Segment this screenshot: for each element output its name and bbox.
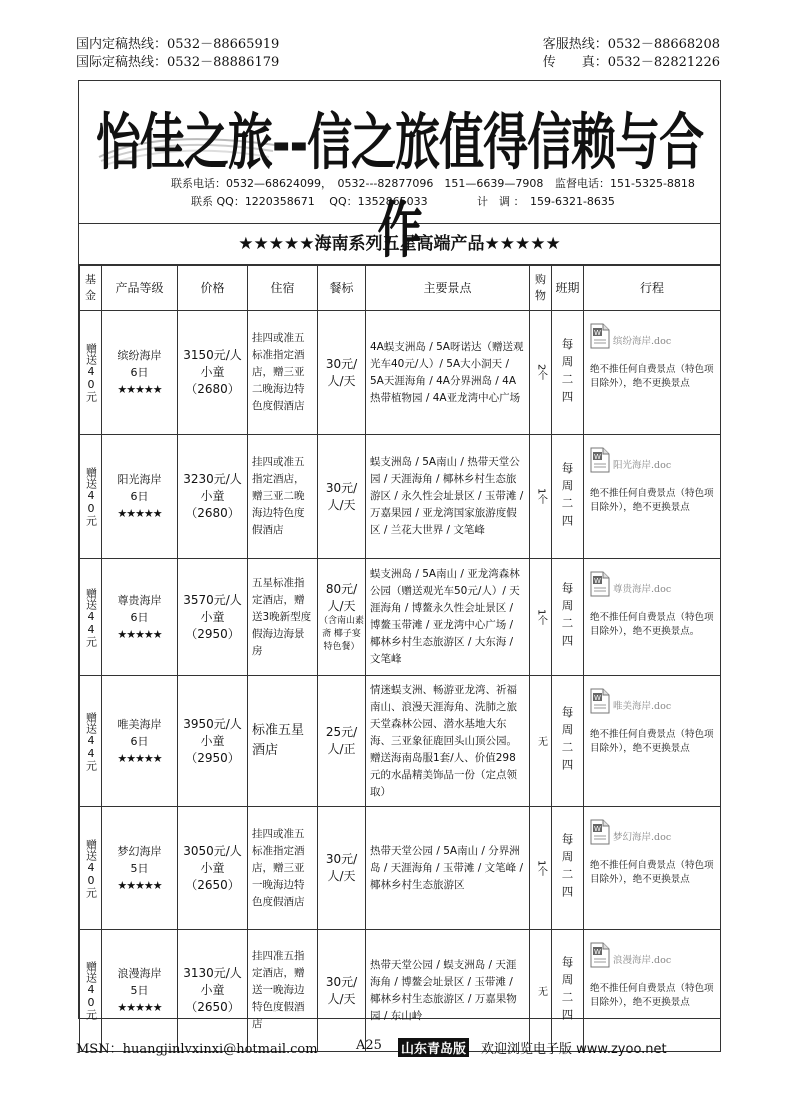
price-cell xyxy=(178,807,248,930)
fund-cell xyxy=(80,435,102,559)
product-name: 缤纷海岸 xyxy=(117,349,162,362)
spots-cell: 热带天堂公园 / 蜈支洲岛 / 天涯海角 / 博鳌会址景区 / 玉带滩 / 椰林乡村生态旅游区 / 万嘉果物园 / 东山岭 xyxy=(366,930,530,1052)
fund-label: 赠送40元 xyxy=(84,838,98,898)
child-label: 小童 xyxy=(200,365,225,379)
product-row xyxy=(80,676,721,807)
meal-standard: 30元/人/天 xyxy=(325,852,358,883)
slogan: 怡佳之旅--信之旅值得信赖与合作 xyxy=(95,106,704,266)
product-name: 阳光海岸 xyxy=(117,473,162,486)
msn-contact: MSN：huangjinlvxinxi@hotmail.com xyxy=(76,1042,318,1057)
itinerary-note: 绝不推任何自费景点（特色项目除外），绝不更换景点 xyxy=(590,983,714,1008)
period-label: 每周二四 xyxy=(560,833,575,903)
fund-cell xyxy=(80,559,102,676)
hotel-cell: 挂四或准五标准指定酒店，赠三亚二晚海边特色度假酒店 xyxy=(248,311,318,435)
itinerary-cell xyxy=(584,435,721,559)
period-label: 每周二四 xyxy=(560,461,575,532)
service-hotline: 客服热线：0532－88668208 xyxy=(542,37,720,52)
browse-info: 欢迎浏览电子版 www.zyoo.net xyxy=(481,1042,667,1057)
child-label: 小童 xyxy=(200,489,225,503)
section-title: ★★★★★海南系列五星高端产品★★★★★ xyxy=(79,224,720,265)
product-stars: ★★★★★ xyxy=(117,627,162,641)
child-price: （2950） xyxy=(185,750,240,765)
adult-price: 3130元/人 xyxy=(183,966,242,980)
product-row xyxy=(80,807,721,930)
shop-count: 无 xyxy=(535,985,547,996)
meal-cell xyxy=(318,676,366,807)
period-label: 每周二四 xyxy=(560,955,575,1026)
header-hotel: 住宿 xyxy=(248,266,318,311)
period-cell xyxy=(552,311,584,435)
itinerary-doc-link[interactable] xyxy=(590,688,714,714)
price-cell xyxy=(178,676,248,807)
doc-filename: 尊贵海岸.doc xyxy=(613,584,672,595)
product-name: 唯美海岸 xyxy=(117,717,162,731)
header-fund: 基金 xyxy=(80,266,102,311)
content-frame xyxy=(78,80,721,1030)
product-stars: ★★★★★ xyxy=(117,507,162,520)
contact-info xyxy=(79,175,720,211)
brand-label: 山东青岛版 xyxy=(398,1038,469,1057)
period-cell xyxy=(552,559,584,676)
word-doc-icon xyxy=(590,447,610,473)
product-name: 梦幻海岸 xyxy=(117,844,162,858)
product-days: 5日 xyxy=(130,984,149,997)
supervise-phone: 监督电话：151-5325-8818 xyxy=(555,177,695,190)
product-cell xyxy=(102,559,178,676)
header-itinerary: 行程 xyxy=(584,266,721,311)
period-cell xyxy=(552,435,584,559)
fund-label: 赠送40元 xyxy=(84,961,98,1020)
doc-filename: 梦幻海岸.doc xyxy=(613,832,672,843)
fund-label: 赠送44元 xyxy=(84,711,98,771)
international-hotline: 国际定稿热线：0532－88886179 xyxy=(76,55,280,70)
shop-cell xyxy=(530,930,552,1052)
svg-text:W: W xyxy=(594,453,601,461)
product-row xyxy=(80,311,721,435)
itinerary-cell xyxy=(584,807,721,930)
period-label: 每周二四 xyxy=(560,706,575,776)
table-header-row xyxy=(80,266,721,311)
product-stars: ★★★★★ xyxy=(117,383,162,396)
header-meal: 餐标 xyxy=(318,266,366,311)
shop-count: 1个 xyxy=(535,608,547,626)
fund-cell xyxy=(80,807,102,930)
itinerary-doc-link[interactable] xyxy=(590,819,714,845)
hotel-cell: 挂四或准五指定酒店，赠三亚二晚海边特色度假酒店 xyxy=(248,435,318,559)
shop-cell xyxy=(530,807,552,930)
word-doc-icon xyxy=(590,571,610,597)
child-label: 小童 xyxy=(200,609,225,624)
product-days: 6日 xyxy=(130,490,149,503)
child-label: 小童 xyxy=(200,733,225,748)
period-cell xyxy=(552,930,584,1052)
meal-cell xyxy=(318,807,366,930)
shop-count: 1个 xyxy=(535,488,547,505)
svg-text:W: W xyxy=(594,948,601,956)
fund-cell xyxy=(80,676,102,807)
word-doc-icon xyxy=(590,688,610,714)
child-price: （2950） xyxy=(185,626,240,641)
hotel-cell: 标准五星酒店 xyxy=(248,676,318,807)
meal-cell xyxy=(318,559,366,676)
product-name: 浪漫海岸 xyxy=(117,967,162,980)
meal-standard: 25元/人/正 xyxy=(325,725,358,756)
itinerary-note: 绝不推任何自费景点（特色项目除外），绝不更换景点。 xyxy=(590,612,714,637)
price-cell xyxy=(178,930,248,1052)
product-days: 6日 xyxy=(130,610,149,624)
fund-label: 赠送40元 xyxy=(84,343,98,402)
shop-cell xyxy=(530,311,552,435)
price-cell xyxy=(178,559,248,676)
word-doc-icon xyxy=(590,323,610,349)
doc-filename: 浪漫海岸.doc xyxy=(613,955,672,966)
svg-text:W: W xyxy=(594,694,601,702)
page-number: A25 xyxy=(356,1038,382,1053)
shop-count: 2个 xyxy=(535,364,547,381)
fund-cell xyxy=(80,311,102,435)
spots-cell: 热带天堂公园 / 5A南山 / 分界洲岛 / 天涯海角 / 玉带滩 / 文笔峰 / 椰林乡村生态旅游区 xyxy=(366,807,530,930)
product-cell xyxy=(102,676,178,807)
product-table xyxy=(79,265,721,1052)
meal-cell xyxy=(318,311,366,435)
product-cell xyxy=(102,435,178,559)
itinerary-note: 绝不推任何自费景点（特色项目除外），绝不更换景点 xyxy=(590,860,714,885)
itinerary-doc-link[interactable] xyxy=(590,942,714,968)
product-stars: ★★★★★ xyxy=(117,751,162,765)
planner-phone: 计 调 ： 159-6321-8635 xyxy=(477,195,615,208)
product-row xyxy=(80,930,721,1052)
adult-price: 3150元/人 xyxy=(183,348,242,362)
hotel-cell: 挂四准五指定酒店，赠送一晚海边特色度假酒店 xyxy=(248,930,318,1052)
product-stars: ★★★★★ xyxy=(117,1001,162,1014)
meal-standard: 30元/人/天 xyxy=(325,480,358,512)
itinerary-doc-link[interactable] xyxy=(590,447,714,473)
adult-price: 3230元/人 xyxy=(183,472,242,486)
shop-cell xyxy=(530,435,552,559)
period-cell xyxy=(552,676,584,807)
meal-cell xyxy=(318,930,366,1052)
domestic-hotline: 国内定稿热线：0532－88665919 xyxy=(76,37,280,52)
child-label: 小童 xyxy=(200,983,225,997)
product-stars: ★★★★★ xyxy=(117,878,162,892)
shop-cell xyxy=(530,676,552,807)
header-shop: 购物 xyxy=(530,266,552,311)
fund-cell xyxy=(80,930,102,1052)
product-days: 6日 xyxy=(130,734,149,748)
itinerary-cell xyxy=(584,676,721,807)
meal-cell xyxy=(318,435,366,559)
itinerary-cell xyxy=(584,311,721,435)
shop-count: 1个 xyxy=(535,859,547,877)
itinerary-cell xyxy=(584,559,721,676)
itinerary-note: 绝不推任何自费景点（特色项目除外），绝不更换景点 xyxy=(590,364,714,389)
shop-count: 无 xyxy=(535,736,547,746)
doc-filename: 唯美海岸.doc xyxy=(613,701,672,712)
fax-number: 传 真：0532－82821226 xyxy=(542,55,720,70)
itinerary-cell xyxy=(584,930,721,1052)
header-period: 班期 xyxy=(552,266,584,311)
product-cell xyxy=(102,930,178,1052)
doc-filename: 缤纷海岸.doc xyxy=(613,336,672,347)
footer xyxy=(76,1038,720,1056)
period-label: 每周二四 xyxy=(560,582,575,652)
price-cell xyxy=(178,435,248,559)
header-spots: 主要景点 xyxy=(366,266,530,311)
fund-label: 赠送40元 xyxy=(84,467,98,526)
price-cell xyxy=(178,311,248,435)
word-doc-icon xyxy=(590,942,610,968)
spots-cell: 4A蜈支洲岛 / 5A呀诺达（赠送观光车40元/人）/ 5A大小洞天 / 5A天涯海角 / 4A分界洲岛 / 4A热带植物园 / 4A亚龙湾中心广场 xyxy=(366,311,530,435)
fund-label: 赠送44元 xyxy=(84,587,98,647)
product-days: 5日 xyxy=(130,861,149,875)
product-days: 6日 xyxy=(130,366,149,379)
itinerary-note: 绝不推任何自费景点（特色项目除外），绝不更换景点 xyxy=(590,488,714,513)
header-product: 产品等级 xyxy=(102,266,178,311)
spots-cell: 蜈支洲岛 / 5A南山 / 热带天堂公园 / 天涯海角 / 椰林乡村生态旅游区 / 永久性会址景区 / 玉带滩 / 万嘉果园 / 亚龙湾国家旅游度假区 / 兰花大世界 / 文笔峰 xyxy=(366,435,530,559)
product-cell xyxy=(102,807,178,930)
meal-note: （含南山素斋 椰子宴特色餐） xyxy=(318,615,364,652)
period-cell xyxy=(552,807,584,930)
contact-qq: 联系 QQ：1220358671 QQ：1352865033 xyxy=(191,195,428,208)
product-name: 尊贵海岸 xyxy=(117,593,162,607)
spots-cell: 情迷蜈支洲、畅游亚龙湾、祈福南山、浪漫天涯海角、洗肺之旅天堂森林公园、潜水基地大东海、三亚象征鹿回头山顶公园。赠送海南岛服1套/人、价值298元的水晶精美饰品一份（定点领取） xyxy=(366,676,530,807)
child-price: （2680） xyxy=(185,382,240,396)
word-doc-icon xyxy=(590,819,610,845)
child-price: （2650） xyxy=(185,1000,240,1014)
contact-phones: 联系电话：0532—68624099， 0532---82877096 151—6639—7908 xyxy=(171,177,544,190)
adult-price: 3950元/人 xyxy=(183,716,242,731)
svg-text:W: W xyxy=(594,329,601,337)
itinerary-doc-link[interactable] xyxy=(590,571,714,597)
shop-cell xyxy=(530,559,552,676)
child-price: （2650） xyxy=(185,877,240,892)
meal-standard: 30元/人/天 xyxy=(325,356,358,388)
meal-standard: 30元/人/天 xyxy=(325,974,358,1006)
hotel-cell: 五星标准指定酒店，赠送3晚新型度假海边海景房 xyxy=(248,559,318,676)
product-cell xyxy=(102,311,178,435)
product-row xyxy=(80,435,721,559)
adult-price: 3050元/人 xyxy=(183,843,242,858)
period-label: 每周二四 xyxy=(560,337,575,408)
spots-cell: 蜈支洲岛 / 5A南山 / 亚龙湾森林公园（赠送观光车50元/人）/ 天涯海角 / 博鳌永久性会址景区 / 博鳌玉带滩 / 亚龙湾中心广场 / 椰林乡村生态旅游区 / 大东海 / 文笔峰 xyxy=(366,559,530,676)
child-price: （2680） xyxy=(185,506,240,520)
header-price: 价格 xyxy=(178,266,248,311)
itinerary-doc-link[interactable] xyxy=(590,323,714,349)
svg-text:W: W xyxy=(594,825,601,833)
doc-filename: 阳光海岸.doc xyxy=(613,460,672,471)
child-label: 小童 xyxy=(200,860,225,875)
itinerary-note: 绝不推任何自费景点（特色项目除外），绝不更换景点 xyxy=(590,729,714,754)
svg-text:W: W xyxy=(594,577,601,585)
adult-price: 3570元/人 xyxy=(183,592,242,607)
meal-standard: 80元/人/天 xyxy=(325,581,358,613)
hotel-cell: 挂四或准五标准指定酒店，赠三亚一晚海边特色度假酒店 xyxy=(248,807,318,930)
product-row xyxy=(80,559,721,676)
